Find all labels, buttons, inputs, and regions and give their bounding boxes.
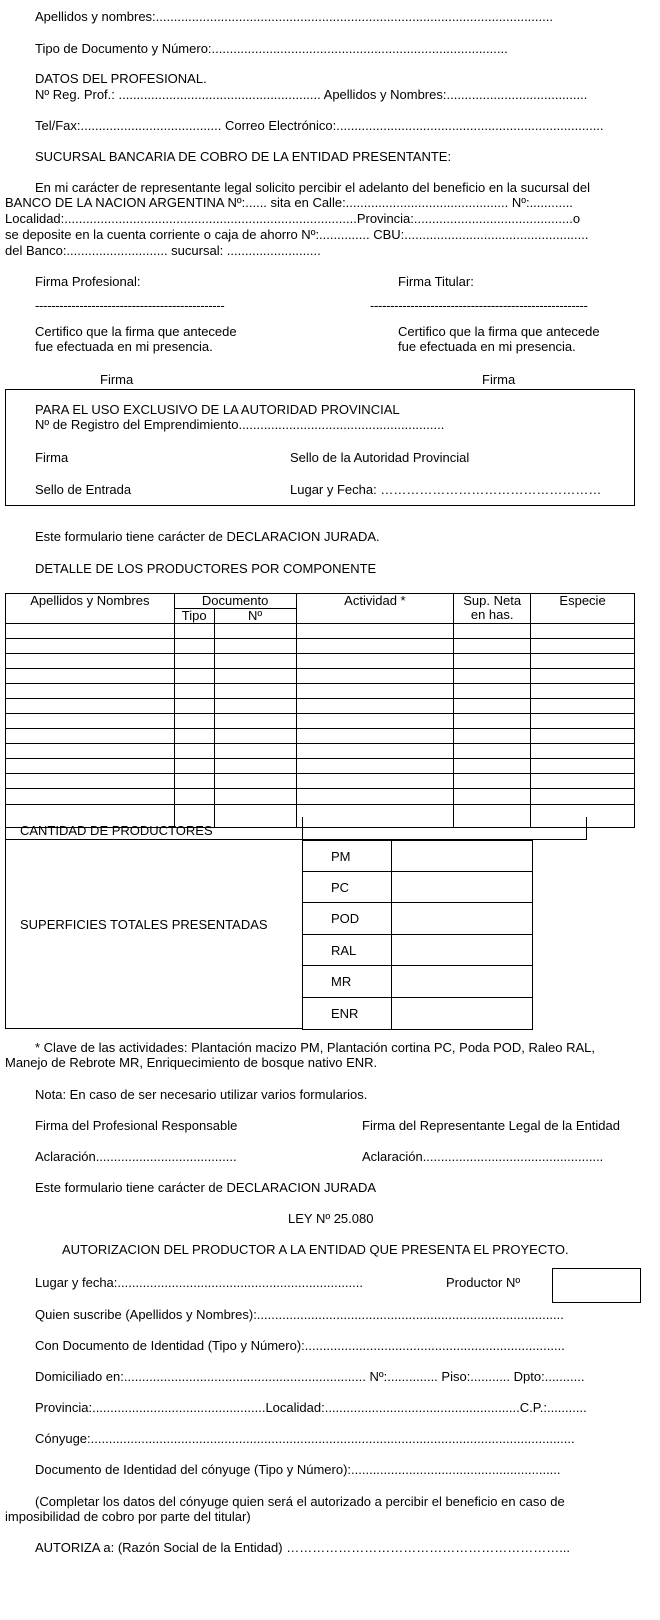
quien-suscribe-field: Quien suscribe (Apellidos y Nombres):.....................................................................................	[35, 1307, 564, 1322]
cantidad-productores-value	[302, 817, 587, 840]
bank-line-2: BANCO DE LA NACION ARGENTINA Nº:...... sita en Calle:............................................. Nº:............	[5, 195, 573, 210]
clave-line-1: * Clave de las actividades: Plantación macizo PM, Plantación cortina PC, Poda POD, Raleo RAL,	[35, 1040, 595, 1055]
bank-line-4: se deposite en la cuenta corriente o caja de ahorro Nº:.............. CBU:...................................................	[5, 227, 589, 242]
authority-firma-label: Firma	[35, 450, 69, 465]
documento-conyuge-field: Documento de Identidad del cónyuge (Tipo y Número):..........................................................	[35, 1462, 561, 1477]
firma-left-label: Firma	[100, 372, 134, 387]
table-row	[6, 714, 635, 729]
producers-table	[5, 593, 635, 828]
superficie-row	[303, 841, 533, 872]
col-especie-header: Especie	[531, 594, 635, 624]
firma-profesional-responsable: Firma del Profesional Responsable	[35, 1118, 238, 1133]
table-row	[6, 789, 635, 805]
lugar-fecha-auth: Lugar y fecha:....................................................................	[35, 1275, 363, 1290]
aclaracion-left: Aclaración.......................................	[35, 1149, 237, 1164]
table-row	[6, 774, 635, 789]
code-pm: PM	[303, 841, 392, 872]
superficies-table	[302, 840, 533, 1030]
nota: Nota: En caso de ser necesario utilizar varios formularios.	[35, 1087, 368, 1102]
table-row	[6, 624, 635, 639]
certifico-left-2: fue efectuada en mi presencia.	[35, 339, 213, 354]
productor-numero-box	[552, 1268, 641, 1303]
detalle-title: DETALLE DE LOS PRODUCTORES POR COMPONENTE	[35, 561, 377, 576]
tipo-documento-field: Tipo de Documento y Número:..................................................................................	[35, 41, 508, 56]
col-numero-header: Nº	[214, 609, 296, 624]
table-row	[6, 729, 635, 744]
en-has-label: en has.	[470, 607, 514, 622]
bank-line-3: Localidad:.................................................................................Provincia:............................................o	[5, 211, 581, 226]
certifico-left-1: Certifico que la firma que antecede	[35, 324, 237, 339]
superficie-row	[303, 966, 533, 998]
table-row	[6, 699, 635, 714]
table-row	[6, 639, 635, 654]
sello-entrada-label: Sello de Entrada	[35, 482, 132, 497]
completar-line-1: (Completar los datos del cónyuge quien será el autorizado a percibir el beneficio en caso de	[35, 1494, 565, 1509]
reg-prof-field: Nº Reg. Prof.: ........................................................ Apellidos y Nombres:.......................................	[35, 87, 588, 102]
superficie-row	[303, 998, 533, 1030]
signature-line-right: ------------------------------------------------------	[370, 298, 588, 313]
superficie-row	[303, 935, 533, 966]
cantidad-productores-label: CANTIDAD DE PRODUCTORES	[20, 823, 213, 838]
autorizacion-title: AUTORIZACION DEL PRODUCTOR A LA ENTIDAD QUE PRESENTA EL PROYECTO.	[62, 1242, 569, 1257]
bank-line-5: del Banco:............................ sucursal: ..........................	[5, 243, 321, 258]
bank-line-1: En mi carácter de representante legal solicito percibir el adelanto del beneficio en la sucursal del	[35, 180, 590, 195]
lugar-fecha-field: Lugar y Fecha: ……………………………………………	[290, 482, 602, 497]
sello-autoridad-label: Sello de la Autoridad Provincial	[290, 450, 470, 465]
authority-title: PARA EL USO EXCLUSIVO DE LA AUTORIDAD PROVINCIAL	[35, 402, 400, 417]
domiciliado-field: Domiciliado en:................................................................... Nº:.............. Piso:........... Dpto:...........	[35, 1369, 585, 1384]
col-apellidos-header: Apellidos y Nombres	[6, 594, 175, 624]
code-enr: ENR	[303, 998, 392, 1030]
firma-profesional-label: Firma Profesional:	[35, 274, 141, 289]
table-row	[6, 684, 635, 699]
superficie-row	[303, 872, 533, 903]
datos-profesional-heading: DATOS DEL PROFESIONAL.	[35, 71, 207, 86]
provincia-field: Provincia:................................................Localidad:......................................................C.P.:...........	[35, 1400, 587, 1415]
table-row	[6, 654, 635, 669]
superficies-label-cell	[5, 840, 302, 1029]
col-tipo-header: Tipo	[174, 609, 214, 624]
conyuge-field: Cónyuge:......................................................................................................................................	[35, 1431, 575, 1446]
declaracion-jurada-1: Este formulario tiene carácter de DECLARACION JURADA.	[35, 529, 380, 544]
autoriza-field: AUTORIZA a: (Razón Social de la Entidad) ………………………………………………………...	[35, 1540, 571, 1555]
clave-line-2: Manejo de Rebrote MR, Enriquecimiento de bosque nativo ENR.	[5, 1055, 378, 1070]
code-mr: MR	[303, 966, 392, 998]
declaracion-jurada-2: Este formulario tiene carácter de DECLARACION JURADA	[35, 1180, 377, 1195]
code-pod: POD	[303, 903, 392, 935]
certifico-right-1: Certifico que la firma que antecede	[398, 324, 600, 339]
firma-titular-label: Firma Titular:	[398, 274, 474, 289]
productor-numero-label: Productor Nº	[446, 1275, 521, 1290]
col-sup-neta-header	[454, 594, 531, 624]
superficie-row	[303, 903, 533, 935]
table-row	[6, 759, 635, 774]
ley-number: LEY Nº 25.080	[288, 1211, 374, 1226]
table-row	[6, 744, 635, 759]
completar-line-2: imposibilidad de cobro por parte del titular)	[5, 1509, 251, 1524]
col-documento-header: Documento	[174, 594, 296, 609]
signature-line-left: -----------------------------------------------	[35, 298, 225, 313]
firma-right-label: Firma	[482, 372, 516, 387]
aclaracion-right: Aclaración..................................................	[362, 1149, 604, 1164]
sup-neta-label: Sup. Neta	[463, 593, 522, 608]
certifico-right-2: fue efectuada en mi presencia.	[398, 339, 576, 354]
code-ral: RAL	[303, 935, 392, 966]
col-actividad-header: Actividad *	[296, 594, 454, 624]
table-row	[6, 669, 635, 684]
documento-identidad-field: Con Documento de Identidad (Tipo y Número):........................................................................	[35, 1338, 565, 1353]
superficies-totales-label: SUPERFICIES TOTALES PRESENTADAS	[20, 917, 268, 932]
sucursal-heading: SUCURSAL BANCARIA DE COBRO DE LA ENTIDAD PRESENTANTE:	[35, 149, 452, 164]
firma-representante-legal: Firma del Representante Legal de la Entidad	[362, 1118, 620, 1133]
apellidos-field: Apellidos y nombres:..............................................................................................................	[35, 9, 553, 24]
registro-field: Nº de Registro del Emprendimiento.........................................................	[35, 417, 445, 432]
code-pc: PC	[303, 872, 392, 903]
tel-fax-field: Tel/Fax:....................................... Correo Electrónico:..........................................................................	[35, 118, 604, 133]
